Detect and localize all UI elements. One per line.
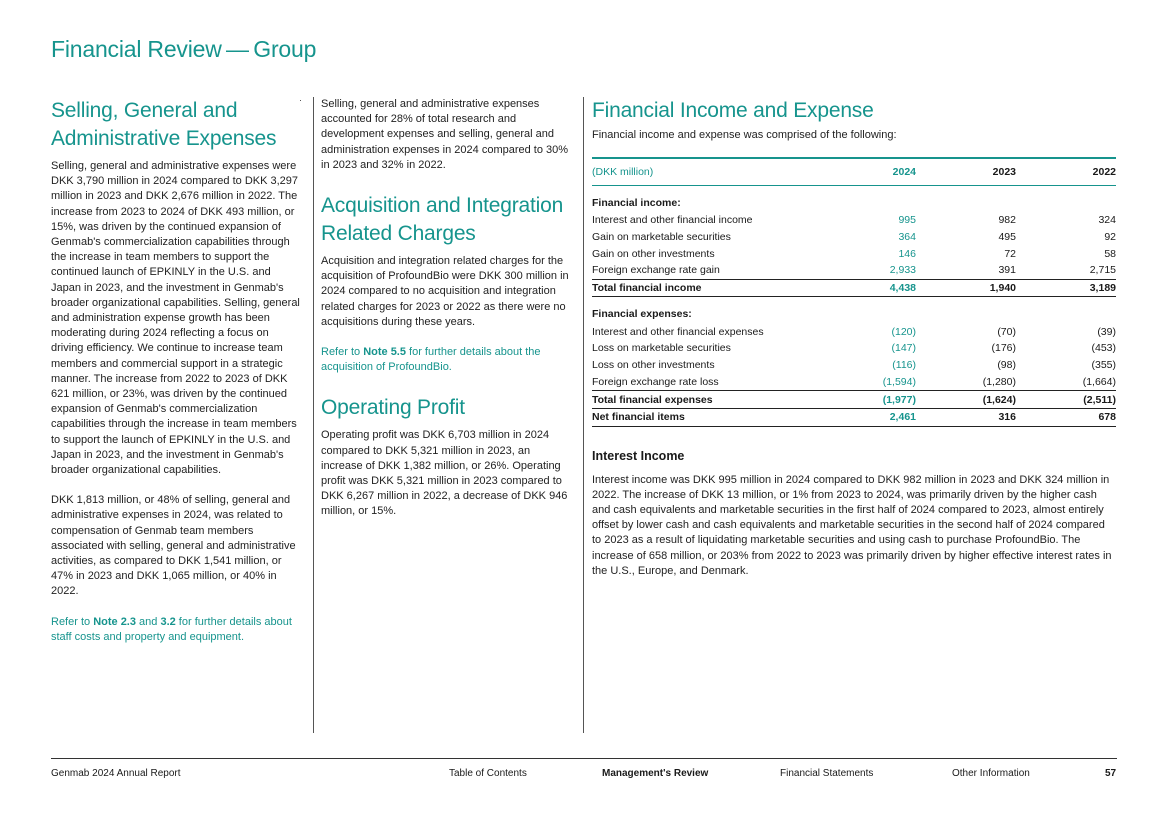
page-title: Financial Review — Group [51,36,317,62]
acquisition-paragraph: Acquisition and integration related charges for the acquisition of ProfoundBio were DKK 300 million in 2024 compared to no acquisition and integration related charges for 2023 or 2022 as there were no acquisitions during these years. [321,255,569,328]
financial-income-heading: Financial Income and Expense [592,99,874,122]
year-header-2024: 2024 [816,158,916,186]
footer-rule [51,758,1117,759]
middle-column [321,97,571,520]
table-row: Interest and other financial expenses (120) (70) (39) [592,325,1116,338]
financial-income-table [592,157,1116,427]
acquisition-note-reference [321,345,571,375]
ref-suffix: for further details about staff costs and property and equipment. [51,615,292,643]
table-row: Gain on other investments 146 72 58 [592,247,1116,260]
table-row: Loss on marketable securities (147) (176) (453) [592,342,1116,355]
group-header-expenses: Financial expenses: [592,308,692,321]
unit-label: (DKK million) [592,158,816,186]
table-row: Foreign exchange rate loss (1,594) (1,280) (1,664) [592,375,1116,388]
footer-nav-managements-review[interactable]: Management's Review [602,768,709,779]
net-financial-items-row: Net financial items 2,461 316 678 [592,408,1116,426]
table-header-row [592,158,1116,186]
footer-nav-table-of-contents[interactable]: Table of Contents [449,768,527,779]
financial-income-intro: Financial income and expense was comprised of the following: [592,129,897,141]
ref-and: and [135,615,161,628]
table-row: Foreign exchange rate gain 2,933 391 2,715 [592,264,1116,277]
total-financial-expenses-row: Total financial expenses (1,977) (1,624) (2,511) [592,391,1116,409]
group-header-income: Financial income: [592,197,681,209]
sga-note-reference [51,615,301,645]
financial-income-column [592,97,1116,579]
footer-nav-financial-statements[interactable]: Financial Statements [780,768,874,779]
year-header-2022: 2022 [1016,158,1116,186]
operating-profit-heading: Operating Profit [321,396,465,420]
note-2-3-link[interactable]: Note 2.3 [93,615,136,628]
footer-report-title: Genmab 2024 Annual Report [51,768,181,779]
column-divider [583,97,584,733]
sga-column [51,97,301,645]
ref-suffix: for further details about the acquisition of ProfoundBio. [321,346,541,374]
acquisition-heading: Acquisition and Integration Related Charges [321,194,564,246]
table-row: Interest and other financial income 995 982 324 [592,214,1116,227]
note-5-5-link[interactable]: Note 5.5 [363,346,406,359]
sga-paragraph-2: DKK 1,813 million, or 48% of selling, general and administrative expenses in 2024, was related to compensation of Genmab team members associated with selling, general and administrative activities, as compared to DKK 1,541 million, or 47% in 2023 and DKK 1,065 million, or 40% in 2022. [51,494,296,598]
year-header-2023: 2023 [916,158,1016,186]
note-3-2-link[interactable]: 3.2 [160,615,176,628]
operating-profit-paragraph: Operating profit was DKK 6,703 million in 2024 compared to DKK 5,321 million in 2023, an increase of DKK 1,382 million, or 26%. Operating profit was DKK 5,321 million in 2023 compared to DKK 6,267 million in 2022, a decrease of DKK 946 million, or 15%. [321,429,568,518]
interest-income-paragraph: Interest income was DKK 995 million in 2024 compared to DKK 982 million in 2023 and DKK 324 million in 2022. The increase of DKK 13 million, or 1% from 2023 to 2024, was primarily driven by the higher cash and cash equivalents and marketable securities in the first half of 2024 compared to 2023, almost entirely offset by lower cash and cash equivalents and marketable securities in the second half of 2024 compared to 2023 as a result of liquidating marketable securities and using cash to purchase ProfoundBio. The increase of 658 million, or 203% from 2022 to 2023 was primarily driven by higher effective interest rates in the U.S., Europe, and Denmark. [592,473,1112,577]
footer-nav-other-information[interactable]: Other Information [952,768,1030,779]
page-number: 57 [1105,768,1117,779]
table-row: Gain on marketable securities 364 495 92 [592,231,1116,244]
sga-heading: Selling, General and Administrative Expenses [51,99,277,150]
sga-paragraph-3: Selling, general and administrative expenses accounted for 28% of total research and development expenses and selling, general and administration expenses in 2024 compared to 30% in 2023 and 32% in 2022. [321,98,569,171]
table-row: Loss on other investments (116) (98) (355) [592,359,1116,372]
total-financial-income-row: Total financial income 4,438 1,940 3,189 [592,279,1116,297]
ref-prefix: Refer to [51,615,94,628]
column-divider [313,97,314,733]
sga-paragraph-1: Selling, general and administrative expenses were DKK 3,790 million in 2024 compared to DKK 3,297 million in 2023 and DKK 2,676 million in 2022. The increase from 2023 to 2024 of DKK 493 million, or 15%, was driven by the continued expansion of Genmab's commercialization capabilities through the increase in team members to support the continued launch of EPKINLY in the U.S. and Japan in 2023, and the investment in Genmab's broader organizational capabilities. Selling, general and administration expense growth has been moderating during 2024 reflecting a focus on driving efficiency. We continue to increase team members and commercial support in a strategic manner. The increase from 2022 to 2023 of DKK 621 million, or 23%, was driven by the continued expansion of Genmab's commercialization capabilities through the increase in team members to support the launch of EPKINLY in the U.S. and Japan in 2023, and the investment in Genmab's broader organizational capabilities. [51,160,300,477]
interest-income-heading: Interest Income [592,448,685,463]
ref-prefix: Refer to [321,346,364,359]
